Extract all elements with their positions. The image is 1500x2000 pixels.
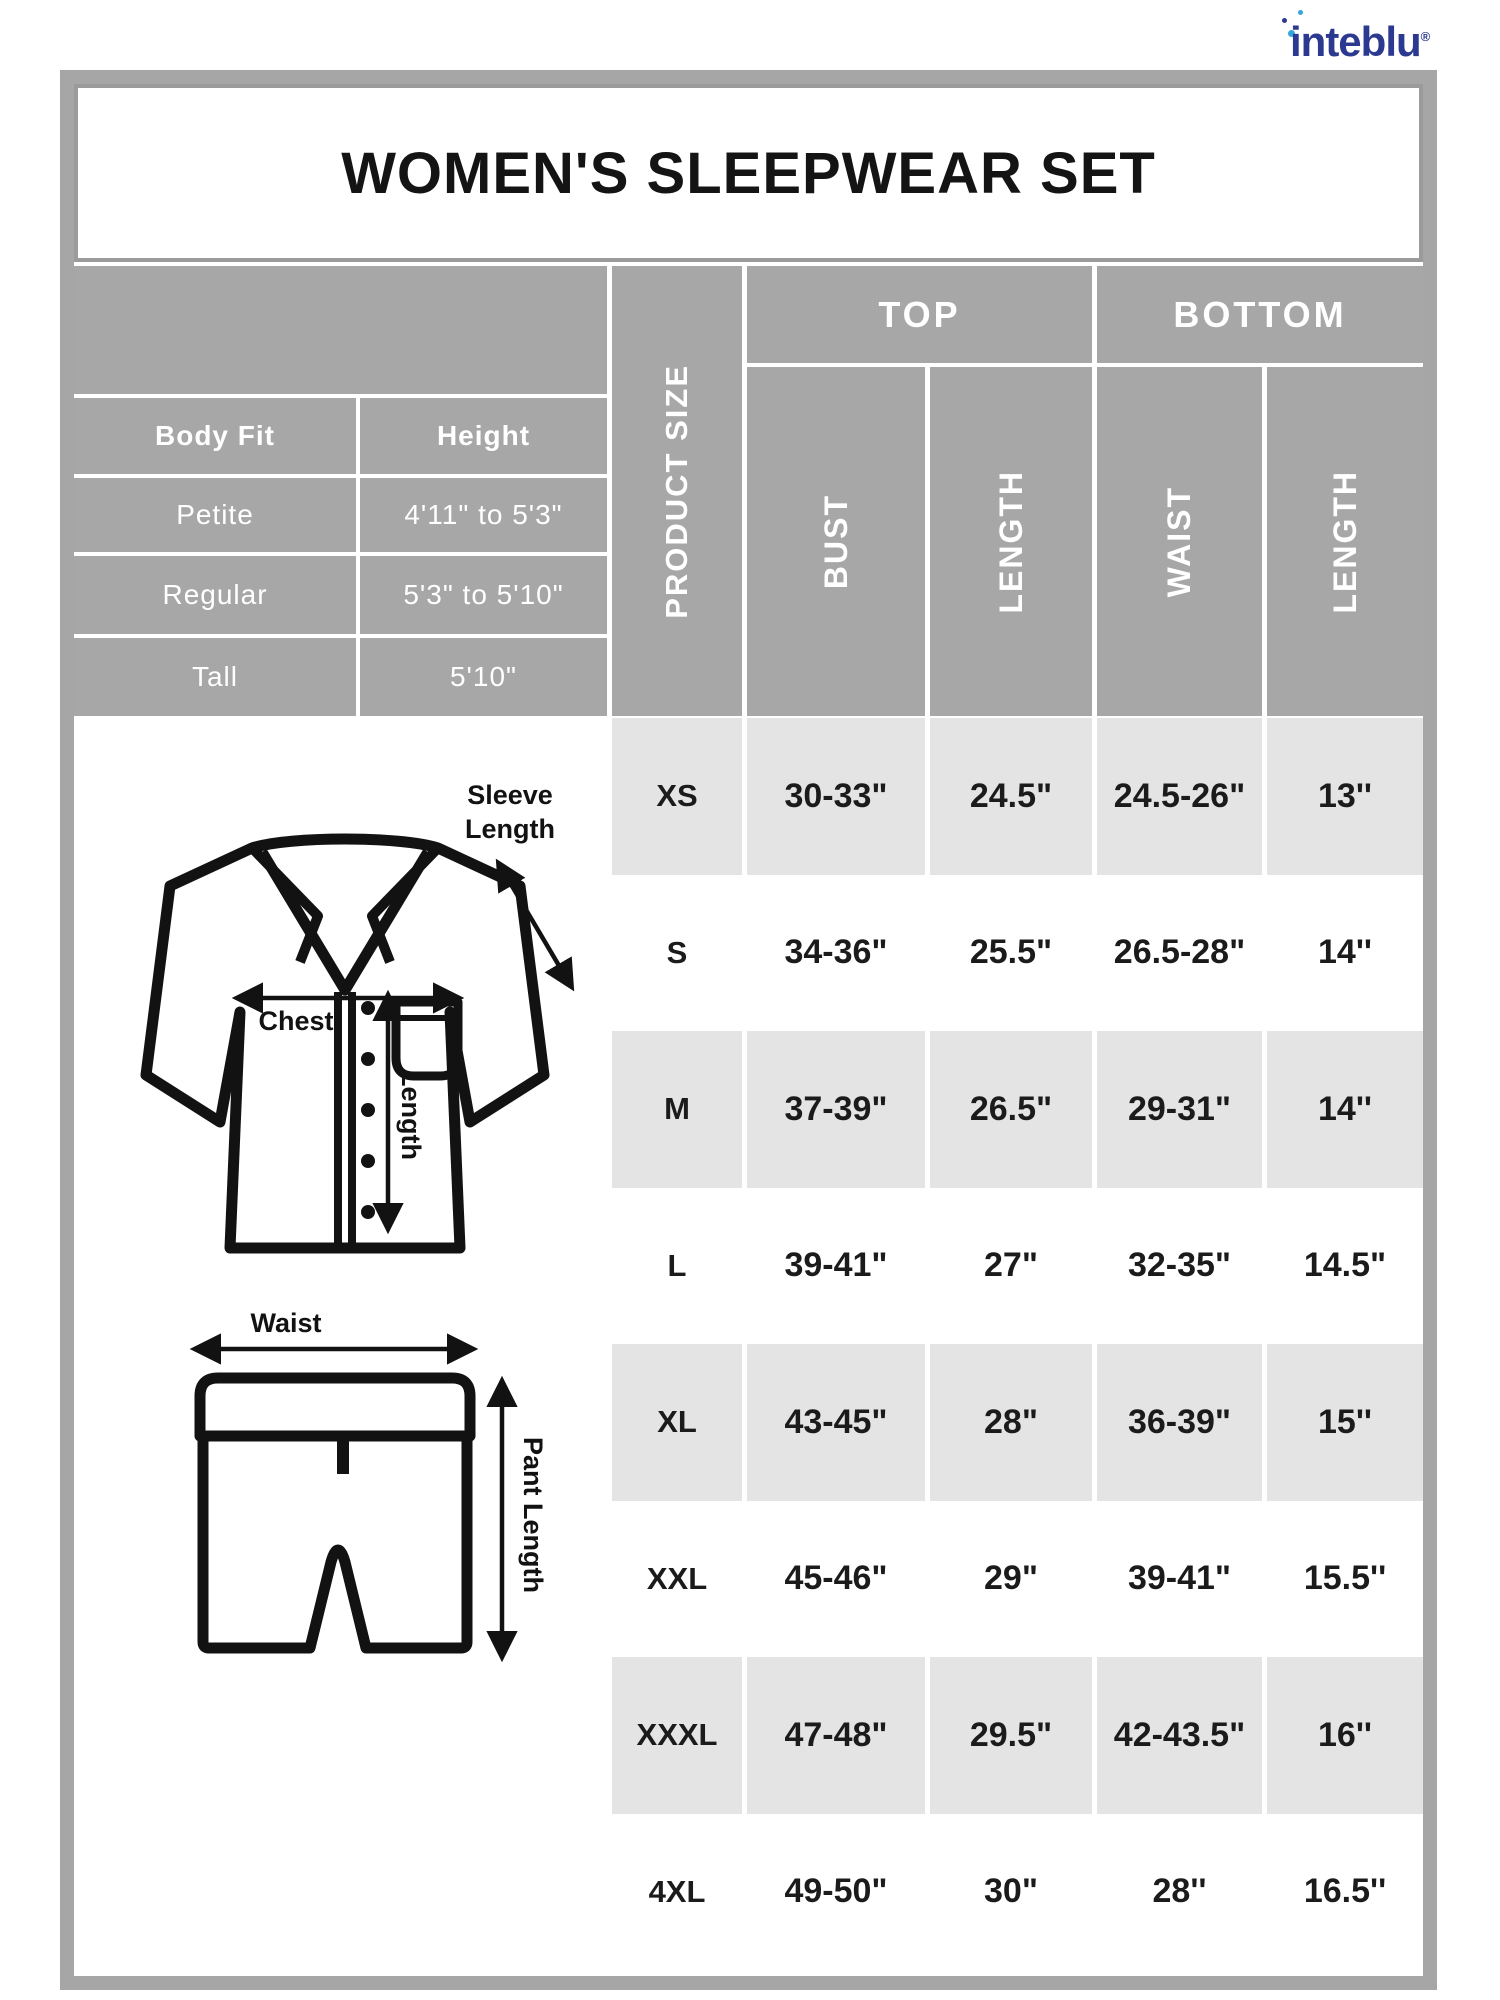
product-size-header-cell xyxy=(612,266,742,716)
waist-cell: 29-31" xyxy=(1097,1031,1262,1188)
size-cell: XXL xyxy=(612,1501,742,1658)
table-row-l xyxy=(612,1188,1423,1345)
logo-dot-icon xyxy=(1282,18,1287,23)
size-cell: XS xyxy=(612,718,742,875)
top-length-header-cell xyxy=(930,367,1092,716)
table-row-s xyxy=(612,875,1423,1032)
waist-label: Waist xyxy=(250,1308,322,1338)
table-row-m xyxy=(612,1031,1423,1188)
bottom-length-cell: 14.5" xyxy=(1267,1188,1423,1345)
bottom-length-cell: 16'' xyxy=(1267,1657,1423,1814)
top-length-cell: 27" xyxy=(930,1188,1092,1345)
body-fit-spacer-cell xyxy=(74,266,607,394)
waist-header-label: WAIST xyxy=(1161,485,1197,598)
bust-cell: 45-46" xyxy=(747,1501,925,1658)
pant-length-label: Pant Length xyxy=(518,1437,548,1593)
size-cell: XL xyxy=(612,1344,742,1501)
body-fit-row-tall: Tall xyxy=(74,638,356,716)
top-length-cell: 29" xyxy=(930,1501,1092,1658)
brand-logo-text xyxy=(1290,18,1429,66)
top-length-cell: 24.5" xyxy=(930,718,1092,875)
bust-header-cell xyxy=(747,367,925,716)
bust-cell: 49-50" xyxy=(747,1814,925,1971)
shorts-diagram-icon xyxy=(140,1290,560,1680)
product-size-header-label: PRODUCT SIZE xyxy=(659,363,694,619)
height-header: Height xyxy=(360,398,607,474)
waist-cell: 32-35" xyxy=(1097,1188,1262,1345)
size-cell: S xyxy=(612,875,742,1032)
shirt-length-label: Length xyxy=(396,1070,426,1160)
body-fit-height-petite: 4'11" to 5'3" xyxy=(360,478,607,552)
table-row-xxl xyxy=(612,1501,1423,1658)
bottom-group-header: BOTTOM xyxy=(1097,266,1423,363)
bust-cell: 30-33" xyxy=(747,718,925,875)
brand-logo xyxy=(1282,8,1452,66)
size-cell: L xyxy=(612,1188,742,1345)
body-fit-row-regular: Regular xyxy=(74,556,356,634)
top-length-header-label: LENGTH xyxy=(992,469,1029,614)
body-fit-header: Body Fit xyxy=(74,398,356,474)
bottom-length-cell: 15.5'' xyxy=(1267,1501,1423,1658)
sleeve-length-label: Sleeve Length xyxy=(465,780,555,844)
bust-cell: 37-39" xyxy=(747,1031,925,1188)
waist-header-cell xyxy=(1097,367,1262,716)
waist-cell: 42-43.5" xyxy=(1097,1657,1262,1814)
bottom-length-cell: 16.5'' xyxy=(1267,1814,1423,1971)
bust-cell: 43-45" xyxy=(747,1344,925,1501)
size-cell: M xyxy=(612,1031,742,1188)
bottom-length-header-label: LENGTH xyxy=(1326,469,1363,614)
bust-cell: 39-41" xyxy=(747,1188,925,1345)
bust-cell: 34-36" xyxy=(747,875,925,1032)
title-box xyxy=(74,84,1423,262)
body-fit-row-petite: Petite xyxy=(74,478,356,552)
top-length-cell: 30" xyxy=(930,1814,1092,1971)
size-cell: XXXL xyxy=(612,1657,742,1814)
waist-cell: 28'' xyxy=(1097,1814,1262,1971)
top-length-cell: 25.5" xyxy=(930,875,1092,1032)
top-length-cell: 26.5" xyxy=(930,1031,1092,1188)
body-fit-height-regular: 5'3" to 5'10" xyxy=(360,556,607,634)
bottom-length-cell: 14'' xyxy=(1267,1031,1423,1188)
bottom-length-cell: 13'' xyxy=(1267,718,1423,875)
brand-name: inteblu xyxy=(1290,18,1421,65)
registered-mark: ® xyxy=(1420,29,1430,44)
waist-cell: 36-39" xyxy=(1097,1344,1262,1501)
waist-cell: 26.5-28" xyxy=(1097,875,1262,1032)
table-row-xs xyxy=(612,718,1423,875)
table-row-xl xyxy=(612,1344,1423,1501)
size-table-body xyxy=(612,718,1423,1970)
table-row-4xl xyxy=(612,1814,1423,1971)
top-length-cell: 29.5" xyxy=(930,1657,1092,1814)
top-group-header: TOP xyxy=(747,266,1092,363)
chest-label: Chest xyxy=(258,1006,334,1036)
top-length-cell: 28" xyxy=(930,1344,1092,1501)
table-row-xxxl xyxy=(612,1657,1423,1814)
bottom-length-cell: 14'' xyxy=(1267,875,1423,1032)
waist-cell: 24.5-26" xyxy=(1097,718,1262,875)
page-title: WOMEN'S SLEEPWEAR SET xyxy=(341,140,1156,206)
bottom-length-cell: 15'' xyxy=(1267,1344,1423,1501)
body-fit-height-tall: 5'10" xyxy=(360,638,607,716)
size-cell: 4XL xyxy=(612,1814,742,1971)
bust-header-label: BUST xyxy=(817,493,854,590)
bottom-length-header-cell xyxy=(1267,367,1423,716)
bust-cell: 47-48" xyxy=(747,1657,925,1814)
logo-dot-icon xyxy=(1298,10,1303,15)
waist-cell: 39-41" xyxy=(1097,1501,1262,1658)
